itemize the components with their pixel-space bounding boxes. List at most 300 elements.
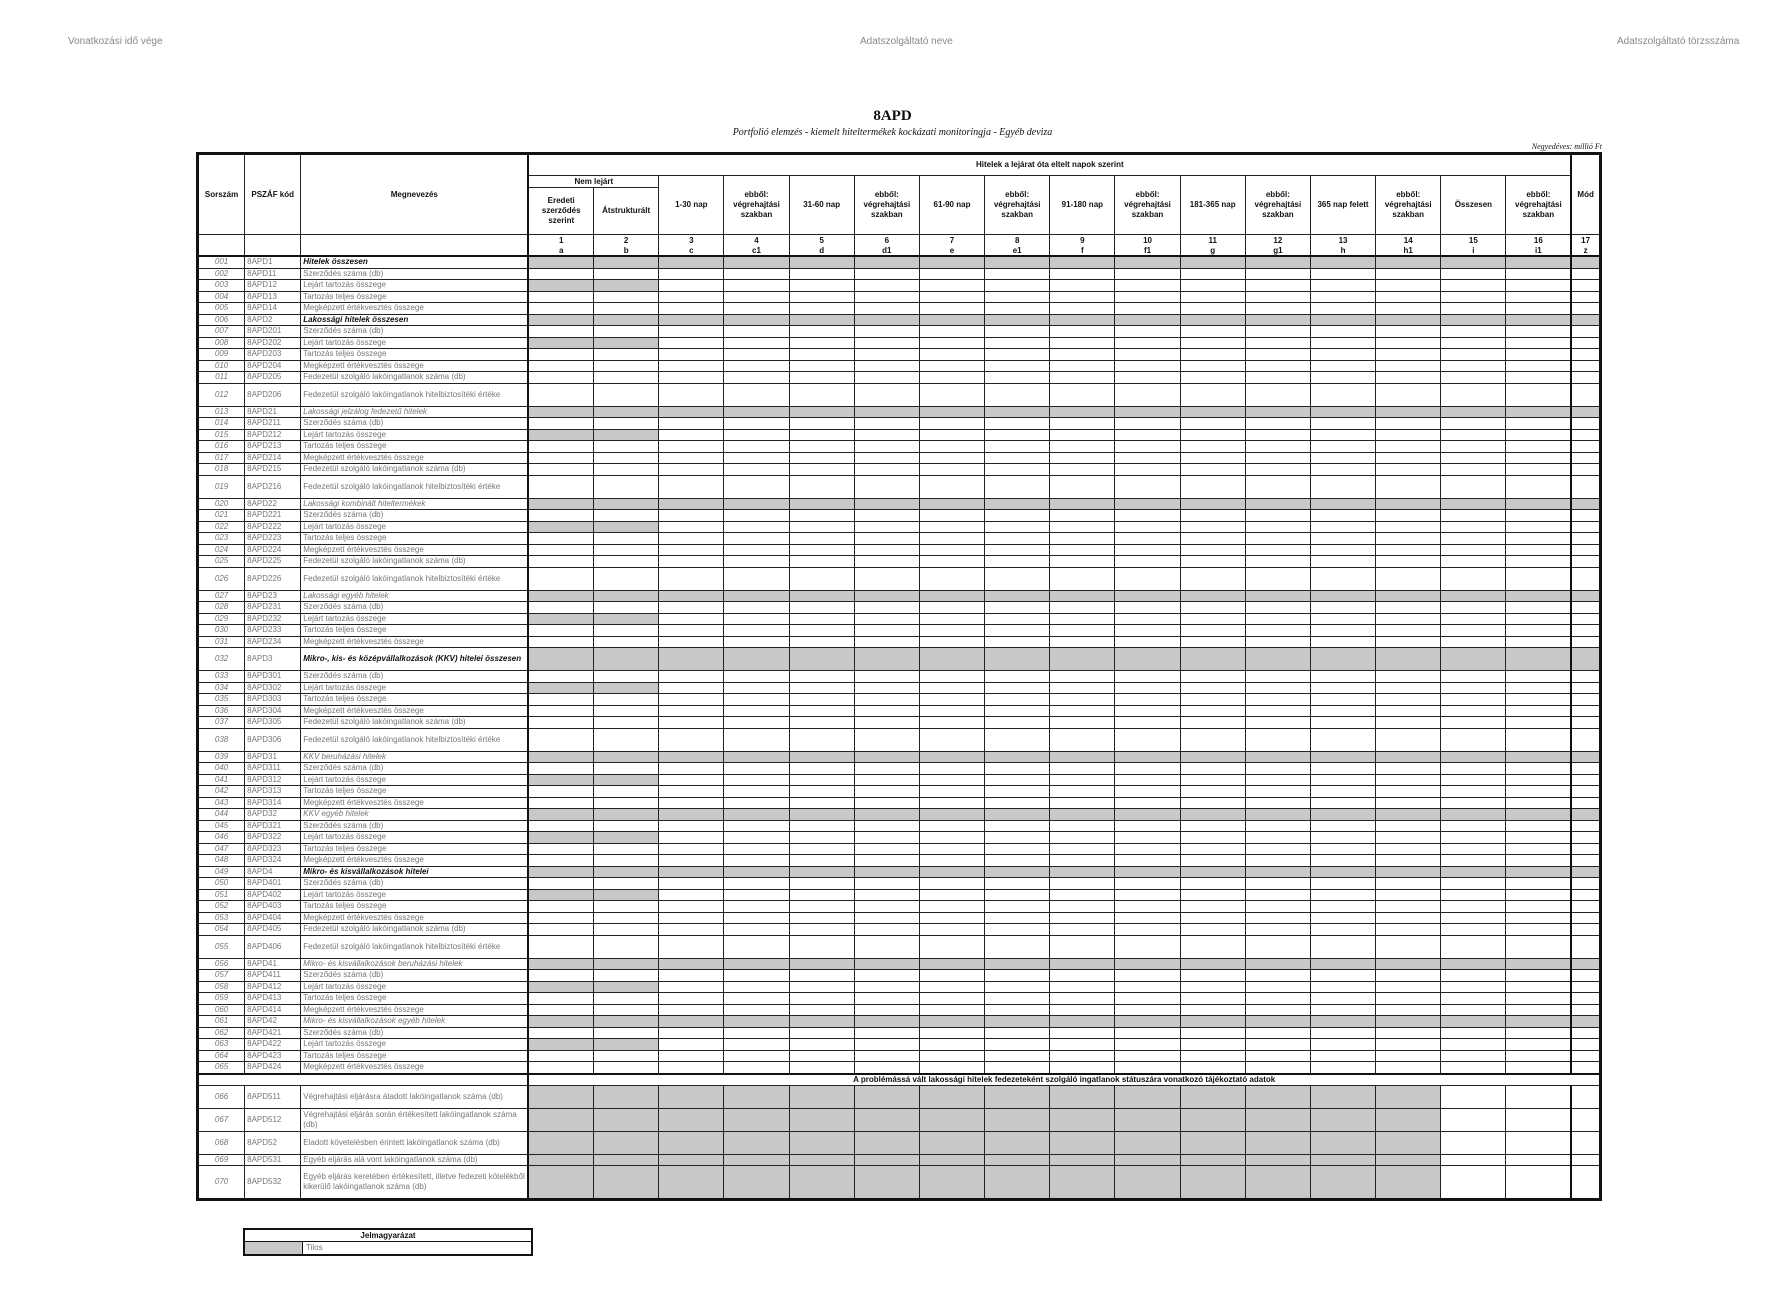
data-cell[interactable] [1506,280,1571,292]
data-cell[interactable] [1115,280,1180,292]
data-cell[interactable] [1376,993,1441,1005]
data-cell[interactable] [659,1085,724,1108]
data-cell[interactable] [854,625,919,637]
data-cell[interactable] [1050,843,1115,855]
data-cell[interactable] [919,843,984,855]
data-cell[interactable] [919,832,984,844]
data-cell[interactable] [659,418,724,430]
data-cell[interactable] [528,613,593,625]
data-cell[interactable] [1050,855,1115,867]
data-cell[interactable] [1115,751,1180,763]
data-cell[interactable] [659,820,724,832]
data-cell[interactable] [919,1131,984,1154]
data-cell[interactable] [659,268,724,280]
data-cell[interactable] [1180,1166,1245,1200]
data-cell[interactable] [1180,429,1245,441]
data-cell[interactable] [1571,360,1600,372]
data-cell[interactable] [1376,682,1441,694]
data-cell[interactable] [1050,682,1115,694]
data-cell[interactable] [789,878,854,890]
data-cell[interactable] [1115,256,1180,268]
data-cell[interactable] [1310,1154,1375,1166]
data-cell[interactable] [1115,510,1180,522]
data-cell[interactable] [1245,809,1310,821]
data-cell[interactable] [1180,1016,1245,1028]
data-cell[interactable] [1571,682,1600,694]
data-cell[interactable] [1441,567,1506,590]
data-cell[interactable] [789,958,854,970]
data-cell[interactable] [1571,843,1600,855]
data-cell[interactable] [1050,694,1115,706]
data-cell[interactable] [789,326,854,338]
data-cell[interactable] [1571,625,1600,637]
data-cell[interactable] [528,1108,593,1131]
data-cell[interactable] [1115,855,1180,867]
data-cell[interactable] [1050,636,1115,648]
data-cell[interactable] [1310,464,1375,476]
data-cell[interactable] [1245,648,1310,671]
data-cell[interactable] [1376,1062,1441,1074]
data-cell[interactable] [1376,705,1441,717]
data-cell[interactable] [985,475,1050,498]
data-cell[interactable] [528,291,593,303]
data-cell[interactable] [1115,544,1180,556]
data-cell[interactable] [724,349,789,361]
data-cell[interactable] [1441,429,1506,441]
data-cell[interactable] [1376,590,1441,602]
data-cell[interactable] [1180,452,1245,464]
data-cell[interactable] [1506,429,1571,441]
data-cell[interactable] [1310,406,1375,418]
data-cell[interactable] [1310,1050,1375,1062]
data-cell[interactable] [1115,636,1180,648]
data-cell[interactable] [1310,590,1375,602]
data-cell[interactable] [854,728,919,751]
data-cell[interactable] [789,671,854,683]
data-cell[interactable] [789,567,854,590]
data-cell[interactable] [854,544,919,556]
data-cell[interactable] [919,866,984,878]
data-cell[interactable] [1115,970,1180,982]
data-cell[interactable] [594,1016,659,1028]
data-cell[interactable] [1571,326,1600,338]
data-cell[interactable] [1376,671,1441,683]
data-cell[interactable] [1310,268,1375,280]
data-cell[interactable] [528,475,593,498]
data-cell[interactable] [1115,1050,1180,1062]
data-cell[interactable] [1441,602,1506,614]
data-cell[interactable] [854,981,919,993]
data-cell[interactable] [1310,429,1375,441]
data-cell[interactable] [528,314,593,326]
data-cell[interactable] [1571,1131,1600,1154]
data-cell[interactable] [1310,866,1375,878]
data-cell[interactable] [1050,418,1115,430]
data-cell[interactable] [789,372,854,384]
data-cell[interactable] [1506,337,1571,349]
data-cell[interactable] [528,728,593,751]
data-cell[interactable] [659,728,724,751]
data-cell[interactable] [1441,671,1506,683]
data-cell[interactable] [1050,935,1115,958]
data-cell[interactable] [594,832,659,844]
data-cell[interactable] [1050,1154,1115,1166]
data-cell[interactable] [1180,912,1245,924]
data-cell[interactable] [1050,280,1115,292]
data-cell[interactable] [1506,326,1571,338]
data-cell[interactable] [789,1004,854,1016]
data-cell[interactable] [985,648,1050,671]
data-cell[interactable] [659,751,724,763]
data-cell[interactable] [659,280,724,292]
data-cell[interactable] [1245,556,1310,568]
data-cell[interactable] [1245,786,1310,798]
data-cell[interactable] [1310,797,1375,809]
data-cell[interactable] [528,671,593,683]
data-cell[interactable] [724,383,789,406]
data-cell[interactable] [1441,648,1506,671]
data-cell[interactable] [659,981,724,993]
data-cell[interactable] [724,429,789,441]
data-cell[interactable] [594,1039,659,1051]
data-cell[interactable] [1506,475,1571,498]
data-cell[interactable] [1441,728,1506,751]
data-cell[interactable] [789,590,854,602]
data-cell[interactable] [1310,1016,1375,1028]
data-cell[interactable] [1571,337,1600,349]
data-cell[interactable] [1180,567,1245,590]
data-cell[interactable] [1310,613,1375,625]
data-cell[interactable] [1441,303,1506,315]
data-cell[interactable] [1571,705,1600,717]
data-cell[interactable] [528,970,593,982]
data-cell[interactable] [724,958,789,970]
data-cell[interactable] [594,866,659,878]
data-cell[interactable] [594,613,659,625]
data-cell[interactable] [1571,613,1600,625]
data-cell[interactable] [1115,372,1180,384]
data-cell[interactable] [1441,970,1506,982]
data-cell[interactable] [789,705,854,717]
data-cell[interactable] [1571,533,1600,545]
data-cell[interactable] [1571,1085,1600,1108]
data-cell[interactable] [1441,717,1506,729]
data-cell[interactable] [854,912,919,924]
data-cell[interactable] [1180,280,1245,292]
data-cell[interactable] [1506,291,1571,303]
data-cell[interactable] [659,521,724,533]
data-cell[interactable] [1571,418,1600,430]
data-cell[interactable] [985,268,1050,280]
data-cell[interactable] [659,314,724,326]
data-cell[interactable] [659,843,724,855]
data-cell[interactable] [919,475,984,498]
data-cell[interactable] [1180,1131,1245,1154]
data-cell[interactable] [528,625,593,637]
data-cell[interactable] [594,441,659,453]
data-cell[interactable] [1310,993,1375,1005]
data-cell[interactable] [1180,970,1245,982]
data-cell[interactable] [854,429,919,441]
data-cell[interactable] [1376,510,1441,522]
data-cell[interactable] [1050,303,1115,315]
data-cell[interactable] [1441,475,1506,498]
data-cell[interactable] [1245,521,1310,533]
data-cell[interactable] [1180,958,1245,970]
data-cell[interactable] [985,1004,1050,1016]
data-cell[interactable] [1310,809,1375,821]
data-cell[interactable] [1050,452,1115,464]
data-cell[interactable] [1050,1131,1115,1154]
data-cell[interactable] [1506,694,1571,706]
data-cell[interactable] [1245,958,1310,970]
data-cell[interactable] [1310,372,1375,384]
data-cell[interactable] [1506,671,1571,683]
data-cell[interactable] [985,1027,1050,1039]
data-cell[interactable] [919,429,984,441]
data-cell[interactable] [1050,1027,1115,1039]
data-cell[interactable] [1115,763,1180,775]
data-cell[interactable] [1115,613,1180,625]
data-cell[interactable] [985,337,1050,349]
data-cell[interactable] [789,256,854,268]
data-cell[interactable] [724,303,789,315]
data-cell[interactable] [1180,349,1245,361]
data-cell[interactable] [724,1154,789,1166]
data-cell[interactable] [1506,705,1571,717]
data-cell[interactable] [528,866,593,878]
data-cell[interactable] [659,912,724,924]
data-cell[interactable] [1050,705,1115,717]
data-cell[interactable] [1571,590,1600,602]
data-cell[interactable] [1245,866,1310,878]
data-cell[interactable] [1571,406,1600,418]
data-cell[interactable] [919,464,984,476]
data-cell[interactable] [985,901,1050,913]
data-cell[interactable] [919,1154,984,1166]
data-cell[interactable] [1310,889,1375,901]
data-cell[interactable] [985,533,1050,545]
data-cell[interactable] [919,372,984,384]
data-cell[interactable] [724,878,789,890]
data-cell[interactable] [1180,694,1245,706]
data-cell[interactable] [1115,671,1180,683]
data-cell[interactable] [1506,602,1571,614]
data-cell[interactable] [985,694,1050,706]
data-cell[interactable] [1050,256,1115,268]
data-cell[interactable] [1376,625,1441,637]
data-cell[interactable] [1050,326,1115,338]
data-cell[interactable] [1571,429,1600,441]
data-cell[interactable] [1571,855,1600,867]
data-cell[interactable] [1050,429,1115,441]
data-cell[interactable] [1441,1131,1506,1154]
data-cell[interactable] [1115,981,1180,993]
data-cell[interactable] [1571,889,1600,901]
data-cell[interactable] [659,717,724,729]
data-cell[interactable] [528,935,593,958]
data-cell[interactable] [789,751,854,763]
data-cell[interactable] [1571,1039,1600,1051]
data-cell[interactable] [1571,349,1600,361]
data-cell[interactable] [1376,636,1441,648]
data-cell[interactable] [789,441,854,453]
data-cell[interactable] [919,291,984,303]
data-cell[interactable] [1310,694,1375,706]
data-cell[interactable] [1245,1027,1310,1039]
data-cell[interactable] [659,682,724,694]
data-cell[interactable] [1376,774,1441,786]
data-cell[interactable] [1115,567,1180,590]
data-cell[interactable] [789,774,854,786]
data-cell[interactable] [1310,556,1375,568]
data-cell[interactable] [1310,763,1375,775]
data-cell[interactable] [1441,1027,1506,1039]
data-cell[interactable] [528,1062,593,1074]
data-cell[interactable] [1245,406,1310,418]
data-cell[interactable] [1115,533,1180,545]
data-cell[interactable] [724,866,789,878]
data-cell[interactable] [1050,728,1115,751]
data-cell[interactable] [854,636,919,648]
data-cell[interactable] [854,832,919,844]
data-cell[interactable] [1115,291,1180,303]
data-cell[interactable] [1050,268,1115,280]
data-cell[interactable] [789,544,854,556]
data-cell[interactable] [594,510,659,522]
data-cell[interactable] [724,763,789,775]
data-cell[interactable] [1506,981,1571,993]
data-cell[interactable] [789,613,854,625]
data-cell[interactable] [1115,475,1180,498]
data-cell[interactable] [528,1039,593,1051]
data-cell[interactable] [985,326,1050,338]
data-cell[interactable] [724,981,789,993]
data-cell[interactable] [854,855,919,867]
data-cell[interactable] [1115,993,1180,1005]
data-cell[interactable] [528,809,593,821]
data-cell[interactable] [789,521,854,533]
data-cell[interactable] [1376,1085,1441,1108]
data-cell[interactable] [724,751,789,763]
data-cell[interactable] [1571,797,1600,809]
data-cell[interactable] [528,556,593,568]
data-cell[interactable] [1245,1004,1310,1016]
data-cell[interactable] [659,360,724,372]
data-cell[interactable] [1245,970,1310,982]
data-cell[interactable] [1376,475,1441,498]
data-cell[interactable] [1115,418,1180,430]
data-cell[interactable] [985,855,1050,867]
data-cell[interactable] [1506,682,1571,694]
data-cell[interactable] [1245,820,1310,832]
data-cell[interactable] [1441,533,1506,545]
data-cell[interactable] [1571,671,1600,683]
data-cell[interactable] [1180,1154,1245,1166]
data-cell[interactable] [724,797,789,809]
data-cell[interactable] [1245,314,1310,326]
data-cell[interactable] [659,970,724,982]
data-cell[interactable] [1180,441,1245,453]
data-cell[interactable] [985,728,1050,751]
data-cell[interactable] [1245,682,1310,694]
data-cell[interactable] [1310,1062,1375,1074]
data-cell[interactable] [919,521,984,533]
data-cell[interactable] [1506,717,1571,729]
data-cell[interactable] [919,901,984,913]
data-cell[interactable] [919,498,984,510]
data-cell[interactable] [1180,717,1245,729]
data-cell[interactable] [1506,786,1571,798]
data-cell[interactable] [1571,280,1600,292]
data-cell[interactable] [789,1050,854,1062]
data-cell[interactable] [1310,717,1375,729]
data-cell[interactable] [1376,406,1441,418]
data-cell[interactable] [659,1062,724,1074]
data-cell[interactable] [1245,613,1310,625]
data-cell[interactable] [659,590,724,602]
data-cell[interactable] [1115,1016,1180,1028]
data-cell[interactable] [659,510,724,522]
data-cell[interactable] [528,705,593,717]
data-cell[interactable] [854,809,919,821]
data-cell[interactable] [919,556,984,568]
data-cell[interactable] [659,406,724,418]
data-cell[interactable] [1441,774,1506,786]
data-cell[interactable] [1115,1085,1180,1108]
data-cell[interactable] [659,1027,724,1039]
data-cell[interactable] [1506,314,1571,326]
data-cell[interactable] [1050,314,1115,326]
data-cell[interactable] [1310,751,1375,763]
data-cell[interactable] [1050,498,1115,510]
data-cell[interactable] [659,1039,724,1051]
data-cell[interactable] [528,774,593,786]
data-cell[interactable] [724,475,789,498]
data-cell[interactable] [854,751,919,763]
data-cell[interactable] [594,751,659,763]
data-cell[interactable] [854,717,919,729]
data-cell[interactable] [789,924,854,936]
data-cell[interactable] [1180,728,1245,751]
data-cell[interactable] [528,383,593,406]
data-cell[interactable] [594,372,659,384]
data-cell[interactable] [1115,1004,1180,1016]
data-cell[interactable] [1310,878,1375,890]
data-cell[interactable] [1506,406,1571,418]
data-cell[interactable] [1245,832,1310,844]
data-cell[interactable] [1180,256,1245,268]
data-cell[interactable] [1310,349,1375,361]
data-cell[interactable] [1506,809,1571,821]
data-cell[interactable] [724,648,789,671]
data-cell[interactable] [1245,843,1310,855]
data-cell[interactable] [528,636,593,648]
data-cell[interactable] [854,510,919,522]
data-cell[interactable] [854,372,919,384]
data-cell[interactable] [1441,510,1506,522]
data-cell[interactable] [1180,786,1245,798]
data-cell[interactable] [854,878,919,890]
data-cell[interactable] [1050,475,1115,498]
data-cell[interactable] [919,441,984,453]
data-cell[interactable] [1245,337,1310,349]
data-cell[interactable] [1441,797,1506,809]
data-cell[interactable] [1506,1085,1571,1108]
data-cell[interactable] [919,1016,984,1028]
data-cell[interactable] [789,429,854,441]
data-cell[interactable] [1376,1016,1441,1028]
